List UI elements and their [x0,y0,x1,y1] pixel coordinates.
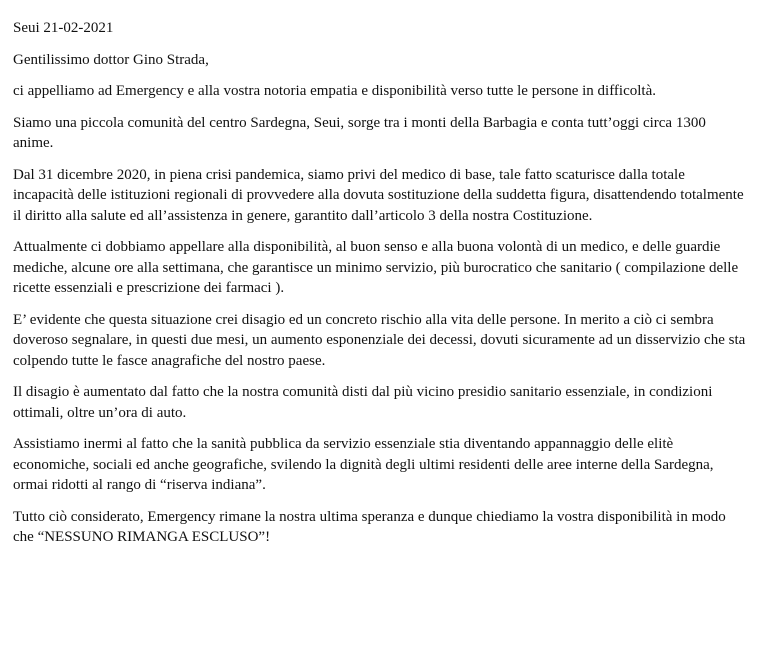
paragraph: Dal 31 dicembre 2020, in piena crisi pandemica, siamo privi del medico di base, tale fatto scaturisce dalla totale incapacità delle istituzioni regionali di provvedere alla dovuta sostituzione della suddetta figura, disattendendo totalmente il diritto alla salute ed all’assistenza in genere, garantito dall’articolo 3 della nostra Costituzione. [13,166,744,224]
date-line: Seui 21-02-2021 [13,20,114,36]
paragraph: ci appelliamo ad Emergency e alla vostra notoria empatia e disponibilità verso tutte le persone in difficoltà. [13,83,656,99]
paragraph: Attualmente ci dobbiamo appellare alla disponibilità, al buon senso e alla buona volontà di un medico, e delle guardie mediche, alcune ore alla settimana, che garantisce un minimo servizio, più burocratico che sanitario ( compilazione delle ricette essenziali e prescrizione dei farmaci ). [13,239,739,296]
paragraph: Siamo una piccola comunità del centro Sardegna, Seui, sorge tra i monti della Barbagia e conta tutt’oggi circa 1300 anime. [13,114,706,151]
salutation: Gentilissimo dottor Gino Strada, [13,51,209,68]
closing-paragraph: Tutto ciò considerato, Emergency rimane la nostra ultima speranza e dunque chiediamo la vostra disponibilità in modo che “NESSUNO RIMANGA ESCLUSO”! [13,508,726,545]
paragraph: Assistiamo inermi al fatto che la sanità pubblica da servizio essenziale stia diventando appannaggio delle elitè economiche, sociali ed anche geografiche, svilendo la dignità degli ultimi residenti delle aree interne della Sardegna, ormai ridotti al rango di “riserva indiana”. [13,436,714,493]
paragraph: E’ evidente che questa situazione crei disagio ed un concreto rischio alla vita delle persone. In merito a ciò ci sembra doveroso segnalare, in questi due mesi, un aumento esponenziale dei decessi, dovuti sicuramente ad un disservizio che sta colpendo tutte le fasce anagrafiche del nostro paese. [13,311,746,369]
letter-body [13,18,749,559]
paragraph: Il disagio è aumentato dal fatto che la nostra comunità disti dal più vicino presidio sanitario essenziale, in condizioni ottimali, oltre un’ora di auto. [13,384,713,421]
